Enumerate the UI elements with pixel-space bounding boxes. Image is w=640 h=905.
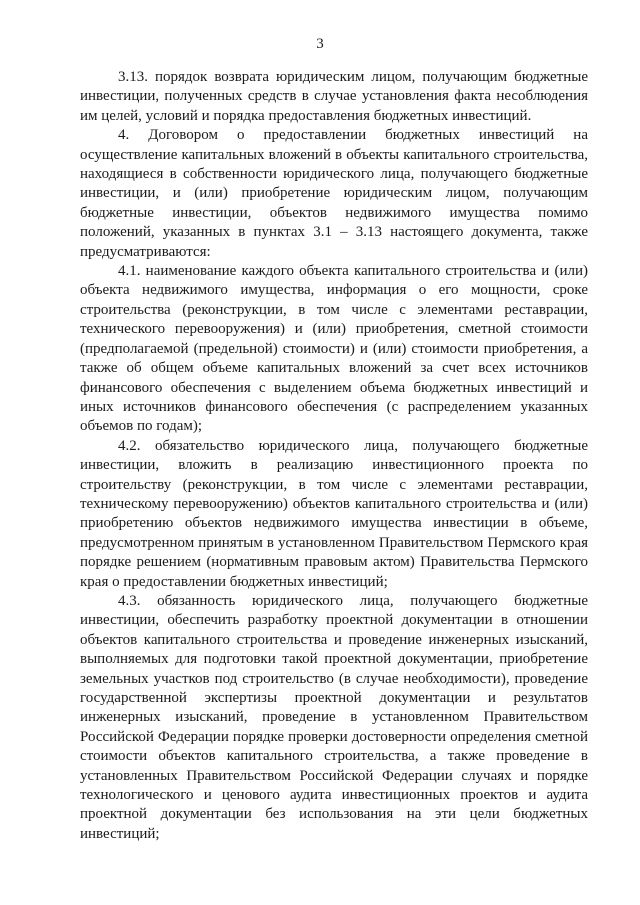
paragraph-4: 4. Договором о предоставлении бюджетных инвестиций на осуществление капитальных вложений в объекты капитального строительства, находящиеся в собственности юридического лица, получающего бюджетные инвестиции, и (или) приобретение юридическим лицом, получающим бюджетные инвестиции, объектов недвижимого имущества помимо положений, указанных в пунктах 3.1 – 3.13 настоящего документа, также предусматриваются: [80,127,588,260]
paragraph-4-3: 4.3. обязанность юридического лица, получающего бюджетные инвестиции, обеспечить разработку проектной документации в отношении объектов капитального строительства и проведение инженерных изысканий, выполняемых для подготовки такой проектной документации, приобретение земельных участков под строительство (в случае необходимости), проведение государственной экспертизы проектной документации и результатов инженерных изысканий, проведение в установленном Правительством Российской Федерации порядке проверки достоверности определения сметной стоимости объектов капитального строительства, а также проведение в установленных Правительством Российской Федерации случаях и порядке технологического и ценового аудита инвестиционных проектов и аудита проектной документации без использования на эти цели бюджетных инвестиций; [80,592,588,842]
paragraph-4-1: 4.1. наименование каждого объекта капитального строительства и (или) объекта недвижимого имущества, информация о его мощности, сроке строительства (реконструкции, в том числе с элементами реставрации, технического перевооружения) и (или) приобретения, сметной стоимости (предполагаемой (предельной) стоимости) и (или) стоимости приобретения, а также об общем объеме капитальных вложений за счет всех источников финансового обеспечения с выделением объема бюджетных инвестиций и иных источников финансового обеспечения (с распределением указанных объемов по годам); [80,263,588,435]
paragraph-3-13: 3.13. порядок возврата юридическим лицом, получающим бюджетные инвестиции, полученных средств в случае установления факта несоблюдения им целей, условий и порядка предоставления бюджетных инвестиций. [80,69,588,124]
paragraph-4-2: 4.2. обязательство юридического лица, получающего бюджетные инвестиции, вложить в реализацию инвестиционного проекта по строительству (реконструкции, в том числе с элементами реставрации, техническому перевооружению) объектов капитального строительства и (или) приобретению объектов недвижимого имущества инвестиции в объеме, предусмотренном принятым в установленном Правительством Пермского края порядке решением (нормативным правовым актом) Правительства Пермского края о предоставлении бюджетных инвестиций; [80,437,588,590]
document-body [80,68,588,844]
page-number: 3 [316,36,324,52]
